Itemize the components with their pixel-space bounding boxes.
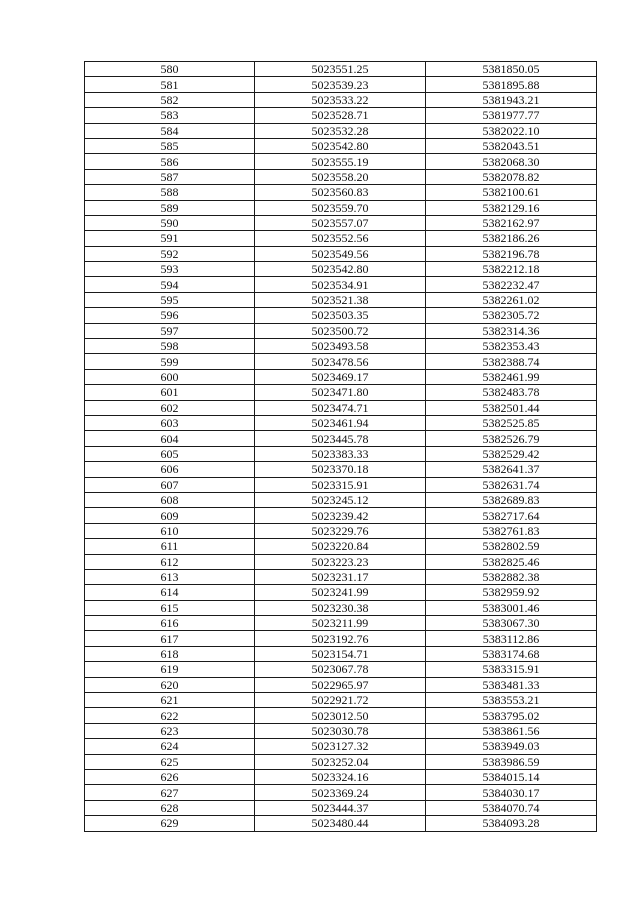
x-coordinate-cell: 5023383.33 [255,446,426,461]
x-coordinate-cell: 5023471.80 [255,385,426,400]
point-number-cell: 580 [85,62,255,77]
table-row [85,769,597,784]
table-row [85,369,597,384]
x-coordinate-cell: 5023370.18 [255,462,426,477]
table-row [85,123,597,138]
y-coordinate-cell: 5382162.97 [426,215,597,230]
x-coordinate-cell: 5023369.24 [255,785,426,800]
table-row [85,631,597,646]
table-row [85,231,597,246]
x-coordinate-cell: 5023533.22 [255,92,426,107]
x-coordinate-cell: 5023192.76 [255,631,426,646]
x-coordinate-cell: 5023555.19 [255,154,426,169]
y-coordinate-cell: 5382186.26 [426,231,597,246]
point-number-cell: 612 [85,554,255,569]
y-coordinate-cell: 5382232.47 [426,277,597,292]
x-coordinate-cell: 5022921.72 [255,693,426,708]
x-coordinate-cell: 5023154.71 [255,646,426,661]
point-number-cell: 606 [85,462,255,477]
table-row [85,215,597,230]
coordinates-table [84,61,597,832]
point-number-cell: 622 [85,708,255,723]
point-number-cell: 616 [85,616,255,631]
y-coordinate-cell: 5382641.37 [426,462,597,477]
y-coordinate-cell: 5382689.83 [426,492,597,507]
x-coordinate-cell: 5023539.23 [255,77,426,92]
table-row [85,292,597,307]
x-coordinate-cell: 5023503.35 [255,308,426,323]
y-coordinate-cell: 5382501.44 [426,400,597,415]
point-number-cell: 611 [85,539,255,554]
x-coordinate-cell: 5023534.91 [255,277,426,292]
y-coordinate-cell: 5382353.43 [426,339,597,354]
table-row [85,354,597,369]
table-row [85,277,597,292]
y-coordinate-cell: 5382631.74 [426,477,597,492]
y-coordinate-cell: 5382078.82 [426,169,597,184]
y-coordinate-cell: 5383795.02 [426,708,597,723]
y-coordinate-cell: 5382525.85 [426,415,597,430]
x-coordinate-cell: 5023500.72 [255,323,426,338]
y-coordinate-cell: 5383481.33 [426,677,597,692]
x-coordinate-cell: 5023241.99 [255,585,426,600]
point-number-cell: 601 [85,385,255,400]
point-number-cell: 615 [85,600,255,615]
y-coordinate-cell: 5382043.51 [426,138,597,153]
table-row [85,185,597,200]
y-coordinate-cell: 5383001.46 [426,600,597,615]
point-number-cell: 591 [85,231,255,246]
table-row [85,62,597,77]
x-coordinate-cell: 5023480.44 [255,816,426,831]
x-coordinate-cell: 5023444.37 [255,800,426,815]
x-coordinate-cell: 5023549.56 [255,246,426,261]
x-coordinate-cell: 5023528.71 [255,108,426,123]
table-row [85,92,597,107]
x-coordinate-cell: 5023223.23 [255,554,426,569]
table-row [85,246,597,261]
y-coordinate-cell: 5382068.30 [426,154,597,169]
x-coordinate-cell: 5023252.04 [255,754,426,769]
y-coordinate-cell: 5382196.78 [426,246,597,261]
point-number-cell: 618 [85,646,255,661]
y-coordinate-cell: 5382959.92 [426,585,597,600]
x-coordinate-cell: 5023012.50 [255,708,426,723]
point-number-cell: 598 [85,339,255,354]
table-row [85,523,597,538]
point-number-cell: 593 [85,262,255,277]
y-coordinate-cell: 5381850.05 [426,62,597,77]
point-number-cell: 610 [85,523,255,538]
table-row [85,154,597,169]
y-coordinate-cell: 5383986.59 [426,754,597,769]
table-row [85,138,597,153]
x-coordinate-cell: 5023542.80 [255,138,426,153]
y-coordinate-cell: 5381943.21 [426,92,597,107]
table-row [85,77,597,92]
x-coordinate-cell: 5023557.07 [255,215,426,230]
point-number-cell: 624 [85,739,255,754]
table-row [85,446,597,461]
point-number-cell: 588 [85,185,255,200]
x-coordinate-cell: 5023558.20 [255,169,426,184]
x-coordinate-cell: 5023239.42 [255,508,426,523]
table-row [85,662,597,677]
table-row [85,200,597,215]
y-coordinate-cell: 5384070.74 [426,800,597,815]
table-row [85,800,597,815]
y-coordinate-cell: 5382212.18 [426,262,597,277]
y-coordinate-cell: 5382882.38 [426,569,597,584]
x-coordinate-cell: 5023560.83 [255,185,426,200]
y-coordinate-cell: 5382802.59 [426,539,597,554]
table-row [85,492,597,507]
table-row [85,585,597,600]
y-coordinate-cell: 5384015.14 [426,769,597,784]
point-number-cell: 592 [85,246,255,261]
y-coordinate-cell: 5383067.30 [426,616,597,631]
table-row [85,693,597,708]
coordinates-table-body [85,62,597,832]
point-number-cell: 627 [85,785,255,800]
point-number-cell: 584 [85,123,255,138]
y-coordinate-cell: 5382388.74 [426,354,597,369]
y-coordinate-cell: 5382314.36 [426,323,597,338]
y-coordinate-cell: 5384030.17 [426,785,597,800]
y-coordinate-cell: 5383949.03 [426,739,597,754]
point-number-cell: 587 [85,169,255,184]
x-coordinate-cell: 5023445.78 [255,431,426,446]
table-row [85,108,597,123]
table-row [85,169,597,184]
y-coordinate-cell: 5382825.46 [426,554,597,569]
point-number-cell: 602 [85,400,255,415]
table-row [85,600,597,615]
point-number-cell: 614 [85,585,255,600]
y-coordinate-cell: 5382526.79 [426,431,597,446]
table-row [85,385,597,400]
point-number-cell: 595 [85,292,255,307]
table-row [85,569,597,584]
y-coordinate-cell: 5383861.56 [426,723,597,738]
point-number-cell: 594 [85,277,255,292]
x-coordinate-cell: 5023552.56 [255,231,426,246]
x-coordinate-cell: 5023229.76 [255,523,426,538]
x-coordinate-cell: 5023559.70 [255,200,426,215]
table-row [85,554,597,569]
table-row [85,816,597,831]
y-coordinate-cell: 5382717.64 [426,508,597,523]
y-coordinate-cell: 5383174.68 [426,646,597,661]
point-number-cell: 628 [85,800,255,815]
y-coordinate-cell: 5382261.02 [426,292,597,307]
y-coordinate-cell: 5383315.91 [426,662,597,677]
x-coordinate-cell: 5023461.94 [255,415,426,430]
x-coordinate-cell: 5023211.99 [255,616,426,631]
y-coordinate-cell: 5384093.28 [426,816,597,831]
x-coordinate-cell: 5023551.25 [255,62,426,77]
point-number-cell: 596 [85,308,255,323]
point-number-cell: 583 [85,108,255,123]
point-number-cell: 590 [85,215,255,230]
point-number-cell: 609 [85,508,255,523]
x-coordinate-cell: 5023474.71 [255,400,426,415]
table-row [85,262,597,277]
table-row [85,785,597,800]
y-coordinate-cell: 5382129.16 [426,200,597,215]
point-number-cell: 619 [85,662,255,677]
point-number-cell: 582 [85,92,255,107]
x-coordinate-cell: 5023030.78 [255,723,426,738]
y-coordinate-cell: 5381895.88 [426,77,597,92]
x-coordinate-cell: 5023542.80 [255,262,426,277]
x-coordinate-cell: 5023315.91 [255,477,426,492]
point-number-cell: 607 [85,477,255,492]
x-coordinate-cell: 5023324.16 [255,769,426,784]
point-number-cell: 581 [85,77,255,92]
y-coordinate-cell: 5382529.42 [426,446,597,461]
point-number-cell: 626 [85,769,255,784]
point-number-cell: 623 [85,723,255,738]
table-row [85,339,597,354]
y-coordinate-cell: 5382022.10 [426,123,597,138]
table-row [85,431,597,446]
table-row [85,616,597,631]
point-number-cell: 599 [85,354,255,369]
table-row [85,646,597,661]
y-coordinate-cell: 5381977.77 [426,108,597,123]
y-coordinate-cell: 5383112.86 [426,631,597,646]
table-row [85,739,597,754]
x-coordinate-cell: 5023230.38 [255,600,426,615]
point-number-cell: 621 [85,693,255,708]
table-row [85,308,597,323]
y-coordinate-cell: 5382461.99 [426,369,597,384]
point-number-cell: 605 [85,446,255,461]
table-row [85,415,597,430]
x-coordinate-cell: 5023521.38 [255,292,426,307]
y-coordinate-cell: 5382483.78 [426,385,597,400]
point-number-cell: 608 [85,492,255,507]
x-coordinate-cell: 5023469.17 [255,369,426,384]
x-coordinate-cell: 5023127.32 [255,739,426,754]
table-row [85,477,597,492]
table-row [85,723,597,738]
y-coordinate-cell: 5382761.83 [426,523,597,538]
point-number-cell: 604 [85,431,255,446]
x-coordinate-cell: 5023067.78 [255,662,426,677]
table-row [85,508,597,523]
point-number-cell: 603 [85,415,255,430]
x-coordinate-cell: 5023478.56 [255,354,426,369]
y-coordinate-cell: 5383553.21 [426,693,597,708]
table-row [85,677,597,692]
table-row [85,539,597,554]
table-row [85,462,597,477]
point-number-cell: 617 [85,631,255,646]
x-coordinate-cell: 5023493.58 [255,339,426,354]
x-coordinate-cell: 5022965.97 [255,677,426,692]
y-coordinate-cell: 5382305.72 [426,308,597,323]
x-coordinate-cell: 5023220.84 [255,539,426,554]
point-number-cell: 600 [85,369,255,384]
table-row [85,754,597,769]
table-row [85,400,597,415]
x-coordinate-cell: 5023245.12 [255,492,426,507]
point-number-cell: 629 [85,816,255,831]
point-number-cell: 597 [85,323,255,338]
point-number-cell: 589 [85,200,255,215]
x-coordinate-cell: 5023532.28 [255,123,426,138]
point-number-cell: 625 [85,754,255,769]
point-number-cell: 613 [85,569,255,584]
x-coordinate-cell: 5023231.17 [255,569,426,584]
y-coordinate-cell: 5382100.61 [426,185,597,200]
point-number-cell: 585 [85,138,255,153]
table-row [85,708,597,723]
table-row [85,323,597,338]
point-number-cell: 620 [85,677,255,692]
point-number-cell: 586 [85,154,255,169]
